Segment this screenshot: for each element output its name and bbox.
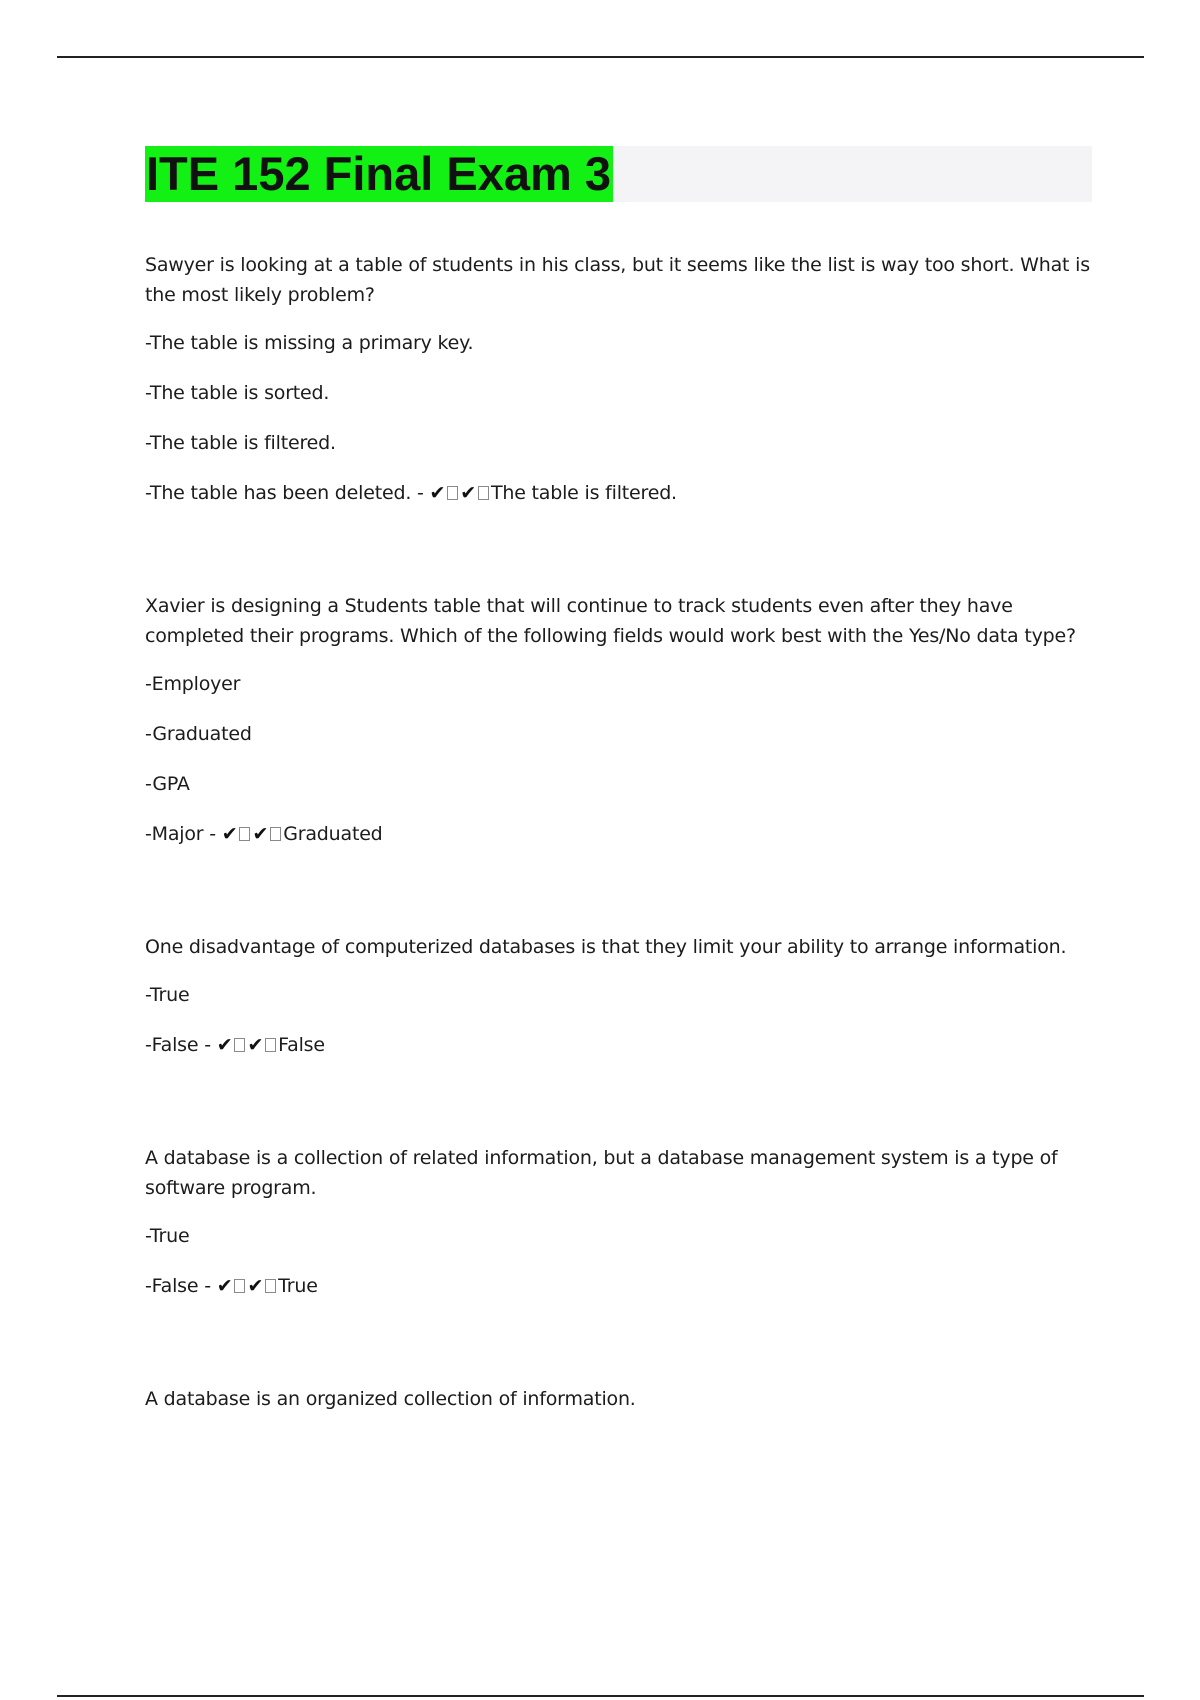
page-title: ITE 152 Final Exam 3 [146,147,611,200]
checkmark-icon: ✔ [429,482,446,504]
option-item: -The table is sorted. [145,382,330,404]
question-block-3 [145,932,1095,1060]
question-text: A database is an organized collection of information. [145,1388,636,1410]
checkmark-icon: ✔ [216,1275,233,1297]
answer-text: False [278,1034,325,1056]
question-block-5 [145,1384,1095,1414]
box-icon [270,827,281,841]
option-item: -Major - [145,823,216,845]
box-icon [239,827,250,841]
question-text: A database is a collection of related information, but a database management system is a type of software program. [145,1147,1058,1199]
top-rule [57,56,1144,58]
box-icon [478,486,489,500]
option-item: -GPA [145,773,190,795]
option-item: -The table has been deleted. - [145,482,424,504]
question-text: One disadvantage of computerized databases is that they limit your ability to arrange information. [145,936,1067,958]
box-icon [265,1038,276,1052]
option-item: -True [145,984,190,1006]
checkmark-icon: ✔ [221,823,238,845]
bottom-rule [57,1695,1144,1697]
exam-content [145,250,1095,1432]
option-item: -The table is missing a primary key. [145,332,474,354]
option-item: -The table is filtered. [145,432,336,454]
checkmark-icon: ✔ [247,1275,264,1297]
box-icon [234,1038,245,1052]
answer-line [145,478,1095,508]
box-icon [234,1279,245,1293]
question-block-1 [145,250,1095,508]
question-block-2 [145,591,1095,849]
answer-line [145,1030,1095,1060]
box-icon [265,1279,276,1293]
option-item: -Employer [145,673,241,695]
option-item: -Graduated [145,723,252,745]
option-item: -False - [145,1034,211,1056]
checkmark-icon: ✔ [216,1034,233,1056]
answer-text: The table is filtered. [490,482,677,504]
answer-line [145,1271,1095,1301]
checkmark-icon: ✔ [460,482,476,504]
question-block-4 [145,1143,1095,1301]
answer-text: Graduated [283,823,383,845]
answer-text: True [278,1275,318,1297]
option-item: -True [145,1225,190,1247]
question-text: Xavier is designing a Students table that will continue to track students even after they have completed their programs. Which of the following fields would work best with the Yes/No data type? [145,595,1076,647]
box-icon [447,486,458,500]
checkmark-icon: ✔ [247,1034,264,1056]
question-text: Sawyer is looking at a table of students in his class, but it seems like the list is way too short. What is the most likely problem? [145,254,1090,306]
option-item: -False - [145,1275,211,1297]
checkmark-icon: ✔ [252,823,269,845]
answer-line [145,819,1095,849]
